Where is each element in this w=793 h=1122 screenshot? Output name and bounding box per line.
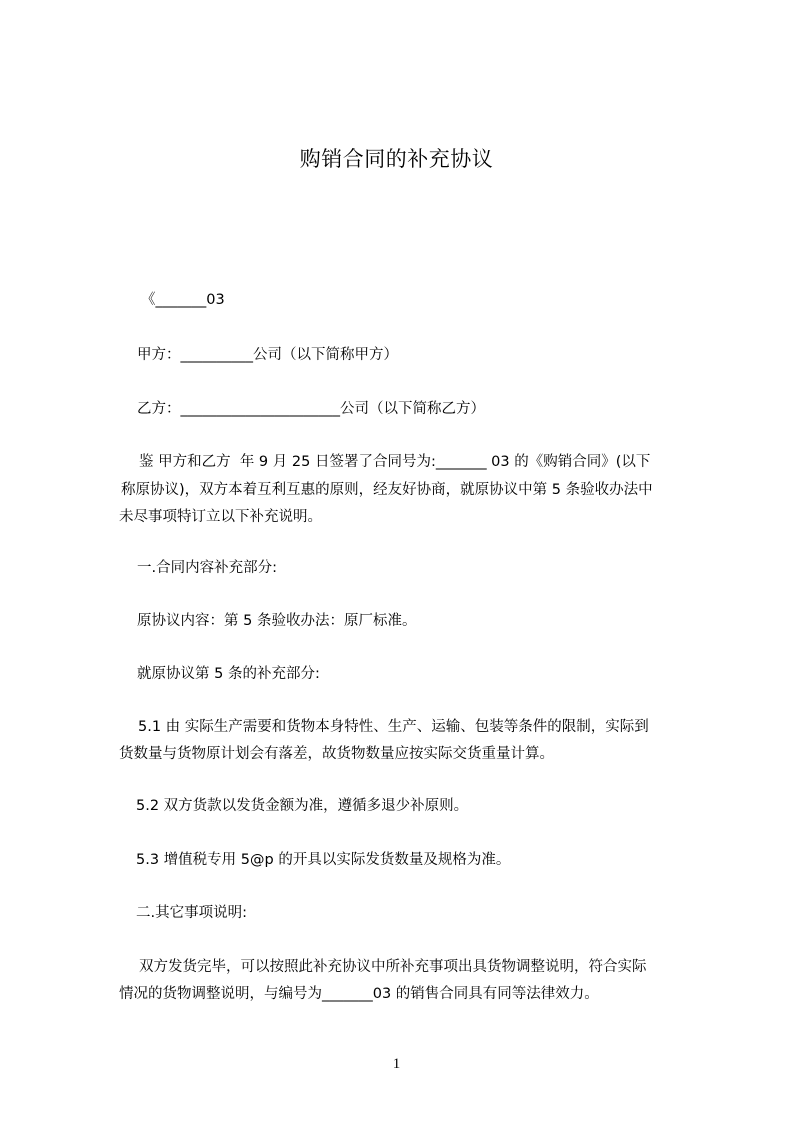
original-content: 原协议内容：第 5 条验收办法：原厂标准。 <box>137 613 417 629</box>
section-1-heading: 一.合同内容补充部分: <box>137 560 277 576</box>
party-a-line: 甲方：__________公司（以下简称甲方） <box>137 347 398 363</box>
clause-5-2: 5.2 双方货款以发货金额为准，遵循多退少补原则。 <box>136 798 469 814</box>
supplement-heading: 就原协议第 5 条的补充部分: <box>137 666 320 682</box>
contract-reference: 《_______03 <box>141 292 225 308</box>
other-line-2: 情况的货物调整说明，与编号为_______03 的销售合同具有同等法律效力。 <box>119 986 599 1002</box>
intro-line-1: 鉴 甲方和乙方 年 9 月 25 日签署了合同号为:_______ 03 的《购销合同》(以下 <box>139 454 651 470</box>
intro-line-3: 未尽事项特订立以下补充说明。 <box>119 509 322 525</box>
page-number: 1 <box>392 1056 401 1072</box>
intro-line-2: 称原协议)，双方本着互利互惠的原则，经友好协商，就原协议中第 5 条验收办法中 <box>121 482 653 498</box>
clause-5-3: 5.3 增值税专用 5@p 的开具以实际发货数量及规格为准。 <box>136 852 511 868</box>
party-b-line: 乙方：______________________公司（以下简称乙方） <box>137 401 485 417</box>
section-2-heading: 二.其它事项说明: <box>136 905 247 921</box>
clause-5-1-line-2: 货数量与货物原计划会有落差，故货物数量应按实际交货重量计算。 <box>119 746 554 762</box>
document-title: 购销合同的补充协议 <box>299 147 494 171</box>
other-line-1: 双方发货完毕，可以按照此补充协议中所补充事项出具货物调整说明，符合实际 <box>139 959 647 975</box>
clause-5-1-line-1: 5.1 由 实际生产需要和货物本身特性、生产、运输、包装等条件的限制，实际到 <box>138 719 649 735</box>
